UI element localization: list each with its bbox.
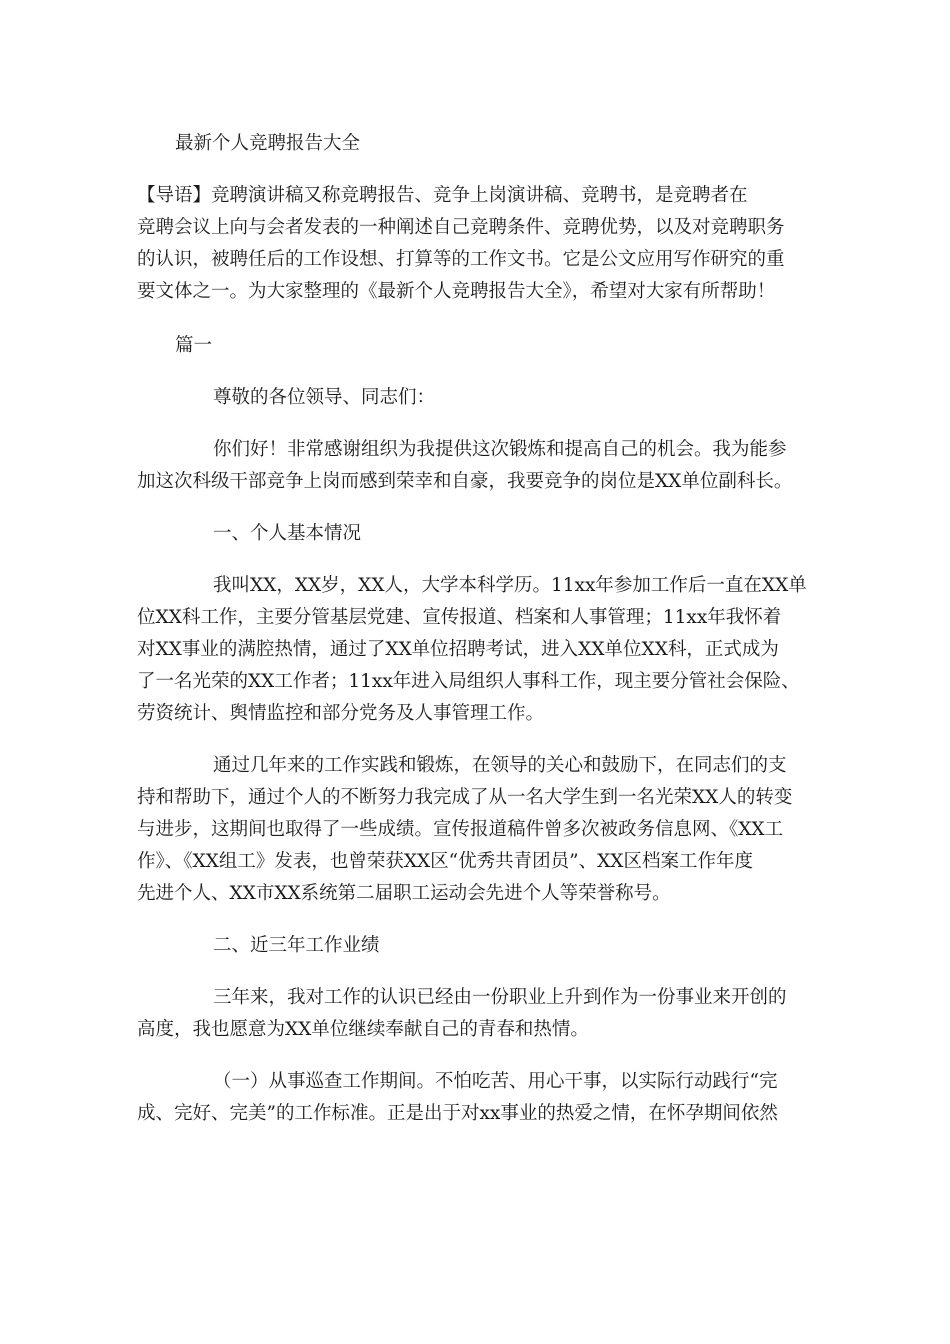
paragraph-line: 通过几年来的工作实践和锻炼，在领导的关心和鼓励下，在同志们的支 bbox=[213, 755, 787, 776]
intro-line: 竞聘会议上向与会者发表的一种阐述自己竞聘条件、竞聘优势，以及对竞聘职务 bbox=[137, 217, 785, 238]
document-title: 最新个人竞聘报告大全 bbox=[175, 133, 361, 154]
paragraph-line: 成、完好、完美”的工作标准。正是出于对xx事业的热爱之情，在怀孕期间依然 bbox=[137, 1103, 778, 1124]
paragraph-line: 三年来，我对工作的认识已经由一份职业上升到作为一份事业来开创的 bbox=[213, 987, 787, 1008]
patrol-work-paragraph bbox=[137, 1066, 819, 1130]
section-heading-2: 二、近三年工作业绩 bbox=[213, 935, 380, 956]
paragraph-line: 了一名光荣的XX工作者；11xx年进入局组织人事科工作，现主要分管社会保险、 bbox=[137, 671, 800, 692]
paragraph-line: 我叫XX，XX岁，XX人，大学本科学历。11xx年参加工作后一直在XX单 bbox=[213, 575, 807, 596]
intro-line: 的认识，被聘任后的工作设想、打算等的工作文书。它是公文应用写作研究的重 bbox=[137, 249, 785, 270]
basic-info-paragraph bbox=[137, 570, 819, 730]
paragraph-line: 持和帮助下，通过个人的不断努力我完成了从一名大学生到一名光荣XX人的转变 bbox=[137, 787, 793, 808]
paragraph-line: 先进个人、XX市XX系统第二届职工运动会先进个人等荣誉称号。 bbox=[137, 883, 671, 904]
paragraph-line: 作》、《XX组工》发表，也曾荣获XX区“优秀共青团员”、XX区档案工作年度 bbox=[137, 851, 753, 872]
intro-line: 要文体之一。为大家整理的《最新个人竞聘报告大全》，希望对大家有所帮助！ bbox=[137, 281, 776, 302]
paragraph-line: 加这次科级干部竞争上岗而感到荣幸和自豪，我要竞争的岗位是XX单位副科长。 bbox=[137, 471, 793, 492]
three-years-paragraph bbox=[137, 982, 819, 1046]
paragraph-line: （一）从事巡查工作期间。不怕吃苦、用心干事，以实际行动践行“完 bbox=[213, 1071, 778, 1092]
intro-paragraph bbox=[137, 180, 819, 308]
paragraph-line: 劳资统计、舆情监控和部分党务及人事管理工作。 bbox=[137, 703, 545, 724]
achievements-paragraph bbox=[137, 750, 819, 910]
document-page bbox=[137, 128, 819, 1130]
intro-line: 【导语】竞聘演讲稿又称竞聘报告、竞争上岗演讲稿、竞聘书，是竞聘者在 bbox=[137, 185, 748, 206]
section-heading-1: 一、个人基本情况 bbox=[213, 523, 362, 544]
opening-paragraph bbox=[137, 434, 819, 498]
paragraph-line: 对XX事业的满腔热情，通过了XX单位招聘考试，进入XX单位XX科，正式成为 bbox=[137, 639, 779, 660]
paragraph-line: 你们好！非常感谢组织为我提供这次锻炼和提高自己的机会。我为能参 bbox=[213, 439, 787, 460]
section-label: 篇一 bbox=[175, 335, 213, 356]
salutation: 尊敬的各位领导、同志们： bbox=[213, 387, 436, 408]
paragraph-line: 高度，我也愿意为XX单位继续奉献自己的青春和热情。 bbox=[137, 1019, 589, 1040]
paragraph-line: 位XX科工作，主要分管基层党建、宣传报道、档案和人事管理；11xx年我怀着 bbox=[137, 607, 782, 628]
paragraph-line: 与进步，这期间也取得了一些成绩。宣传报道稿件曾多次被政务信息网、《XX工 bbox=[137, 819, 784, 840]
